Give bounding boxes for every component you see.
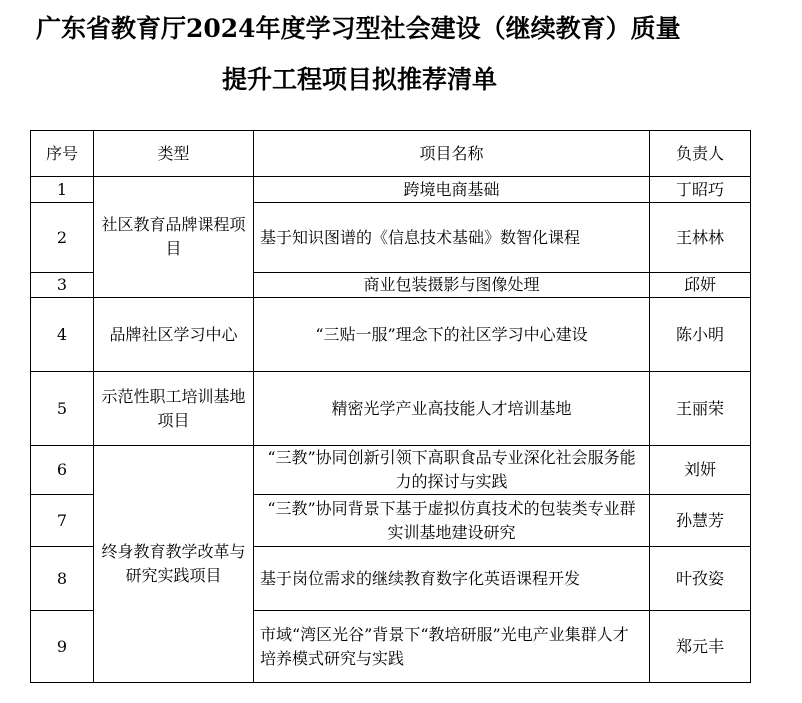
- leader-name: 郑元丰: [650, 611, 751, 683]
- header-serial: 序号: [31, 131, 94, 177]
- table-row: [31, 446, 751, 495]
- row-serial: 1: [31, 177, 94, 203]
- leader-name: 陈小明: [650, 298, 751, 372]
- document-title-line-1: 广东省教育厅2024年度学习型社会建设（继续教育）质量: [36, 14, 681, 43]
- recommendation-table: [30, 130, 751, 683]
- leader-name: 邱妍: [650, 273, 751, 298]
- table-header-row: [31, 131, 751, 177]
- leader-name: 孙慧芳: [650, 495, 751, 547]
- header-type: 类型: [94, 131, 254, 177]
- header-leader: 负责人: [650, 131, 751, 177]
- type-cell: 品牌社区学习中心: [94, 298, 254, 372]
- table-row: [31, 298, 751, 372]
- header-project-name: 项目名称: [254, 131, 650, 177]
- type-cell: 终身教育教学改革与研究实践项目: [94, 446, 254, 683]
- project-name: 基于知识图谱的《信息技术基础》数智化课程: [254, 203, 650, 273]
- row-serial: 2: [31, 203, 94, 273]
- project-name: “三教”协同背景下基于虚拟仿真技术的包装类专业群实训基地建设研究: [254, 495, 650, 547]
- row-serial: 5: [31, 372, 94, 446]
- row-serial: 9: [31, 611, 94, 683]
- row-serial: 6: [31, 446, 94, 495]
- project-name: 市域“湾区光谷”背景下“教培研服”光电产业集群人才培养模式研究与实践: [254, 611, 650, 683]
- table-row: [31, 177, 751, 203]
- row-serial: 4: [31, 298, 94, 372]
- project-name: “三贴一服”理念下的社区学习中心建设: [254, 298, 650, 372]
- leader-name: 王林林: [650, 203, 751, 273]
- leader-name: 叶孜姿: [650, 547, 751, 611]
- project-name: 跨境电商基础: [254, 177, 650, 203]
- project-name: “三教”协同创新引领下高职食品专业深化社会服务能力的探讨与实践: [254, 446, 650, 495]
- type-cell: 示范性职工培训基地项目: [94, 372, 254, 446]
- row-serial: 7: [31, 495, 94, 547]
- table-row: [31, 372, 751, 446]
- leader-name: 丁昭巧: [650, 177, 751, 203]
- type-cell: 社区教育品牌课程项目: [94, 177, 254, 298]
- row-serial: 3: [31, 273, 94, 298]
- document-title-line-2: 提升工程项目拟推荐清单: [222, 65, 498, 94]
- leader-name: 王丽荣: [650, 372, 751, 446]
- project-name: 精密光学产业高技能人才培训基地: [254, 372, 650, 446]
- row-serial: 8: [31, 547, 94, 611]
- project-name: 商业包装摄影与图像处理: [254, 273, 650, 298]
- project-name: 基于岗位需求的继续教育数字化英语课程开发: [254, 547, 650, 611]
- leader-name: 刘妍: [650, 446, 751, 495]
